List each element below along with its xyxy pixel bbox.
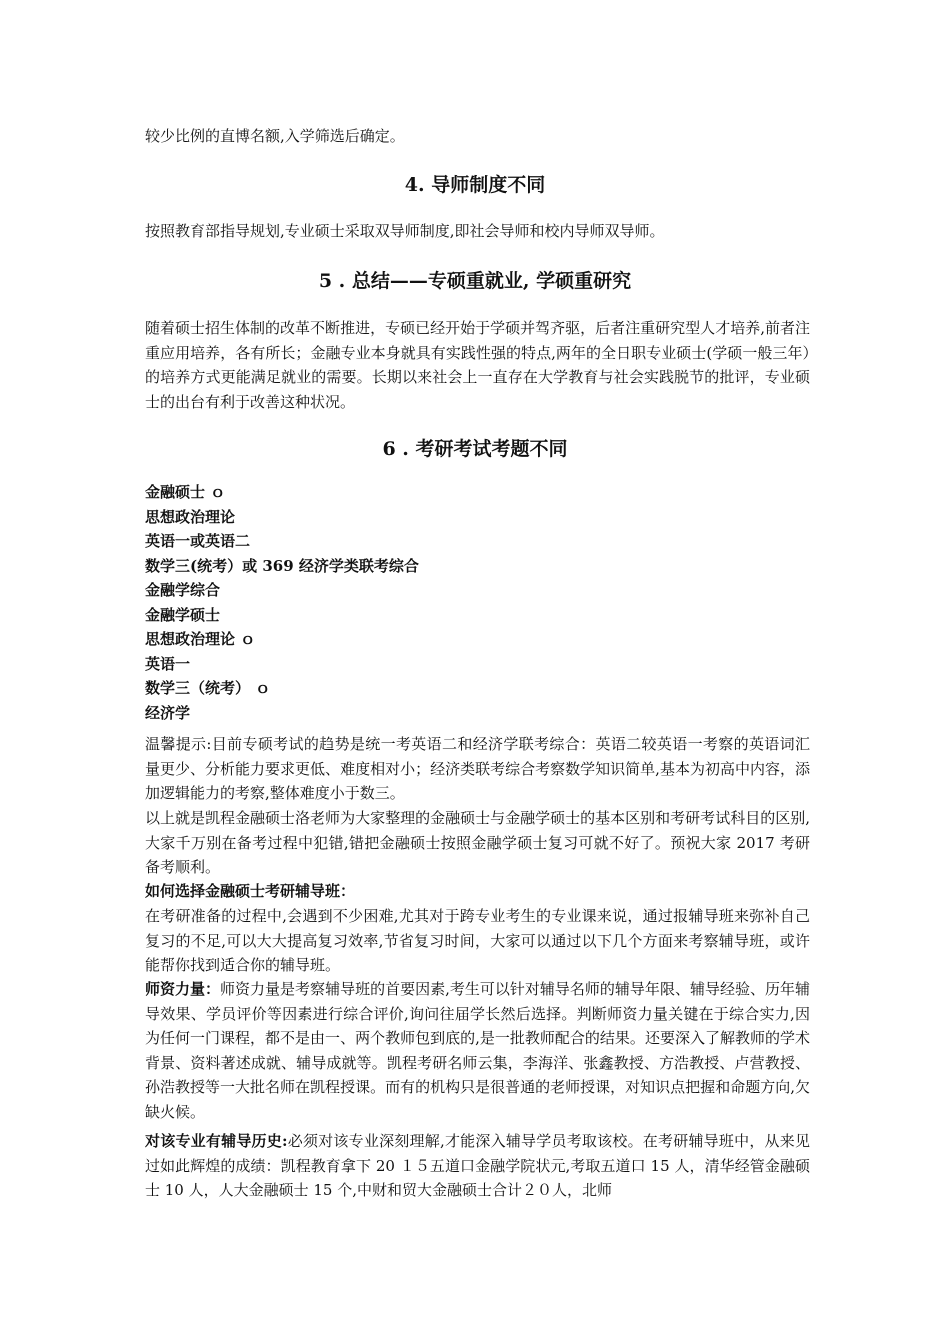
exam-subject-list [145,480,810,725]
history-body: 必须对该专业深刻理解,才能深入辅导学员考取该校。在考研辅导班中，从来见过如此辉煌的成绩：凯程教育拿下 20 １５五道口金融学院状元,考取五道口 15 人，清华经管金融硕士 10 人，人大金融硕士 15 个,中财和贸大金融硕士合计２０人，北师 [145,1132,810,1199]
intro-tail-text: 较少比例的直博名额,入学筛选后确定。 [145,127,405,145]
list-item: 金融硕士 ｏ [145,483,226,501]
list-item: 英语一或英语二 [145,532,251,550]
teachers-paragraph [145,977,810,1124]
teachers-body: 师资力量是考察辅导班的首要因素,考生可以针对辅导名师的辅导年限、辅导经验、历年辅导效果、学员评价等因素进行综合评价,询问往届学长然后选择。判断师资力量关键在于综合实力,因为任何一门课程，都不是由一、两个教师包到底的,是一批教师配合的结果。还要深入了解教师的学术背景、资料著述成就、辅导成就等。凯程考研名师云集，李海洋、张鑫教授、方浩教授、卢营教授、孙浩教授等一大批名师在凯程授课。而有的机构只是很普通的老师授课，对知识点把握和命题方向,欠缺火候。 [145,980,810,1121]
tip-paragraph: 温馨提示:目前专硕考试的趋势是统一考英语二和经济学联考综合：英语二较英语一考察的英语词汇量更少、分析能力要求更低、难度相对小；经济类联考综合考察数学知识简单,基本为初高中内容，添加逻辑能力的考察,整体难度小于数三。 [145,735,810,802]
section-4-heading: 4. 导师制度不同 [404,174,546,196]
choose-body: 在考研准备的过程中,会遇到不少困难,尤其对于跨专业考生的专业课来说，通过报辅导班来弥补自己复习的不足,可以大大提高复习效率,节省复习时间，大家可以通过以下几个方面来考察辅导班，或许能帮你找到适合你的辅导班。 [145,907,810,974]
list-item: 经济学 [145,703,191,722]
list-item: 金融学硕士 [145,605,221,624]
history-lead: 对该专业有辅导历史: [145,1132,288,1150]
list-item: 思想政治理论 [145,507,236,526]
list-item: 英语一 [145,654,191,673]
list-item: 数学三(统考）或 369 经济学类联考综合 [145,556,419,575]
section-5-body: 随着硕士招生体制的改革不断推进，专硕已经开始于学硕并驾齐驱，后者注重研究型人才培养,前者注重应用培养，各有所长；金融专业本身就具有实践性强的特点,两年的全日职专业硕士(学硕一般三年）的培养方式更能满足就业的需要。长期以来社会上一直存在大学教育与社会实践脱节的批评，专业硕士的出台有利于改善这种状况。 [145,319,810,411]
history-paragraph [145,1129,810,1203]
teachers-lead: 师资力量： [145,980,221,998]
section-4-body: 按照教育部指导规划,专业硕士采取双导师制度,即社会导师和校内导师双导师。 [145,222,665,240]
section-6-heading: 6 . 考研考试考题不同 [382,438,568,460]
section-5-heading: 5 . 总结——专硕重就业, 学硕重研究 [318,270,632,292]
list-item: 数学三（统考） ｏ [145,679,271,697]
list-item: 金融学综合 [145,581,221,599]
summary-paragraph: 以上就是凯程金融硕士洛老师为大家整理的金融硕士与金融学硕士的基本区别和考研考试科目的区别,大家千万别在备考过程中犯错,错把金融硕士按照金融学硕士复习可就不好了。预祝大家 2017 考研备考顺利。 [145,809,810,876]
list-item: 思想政治理论 ｏ [145,630,256,648]
choose-heading: 如何选择金融硕士考研辅导班： [145,882,356,900]
